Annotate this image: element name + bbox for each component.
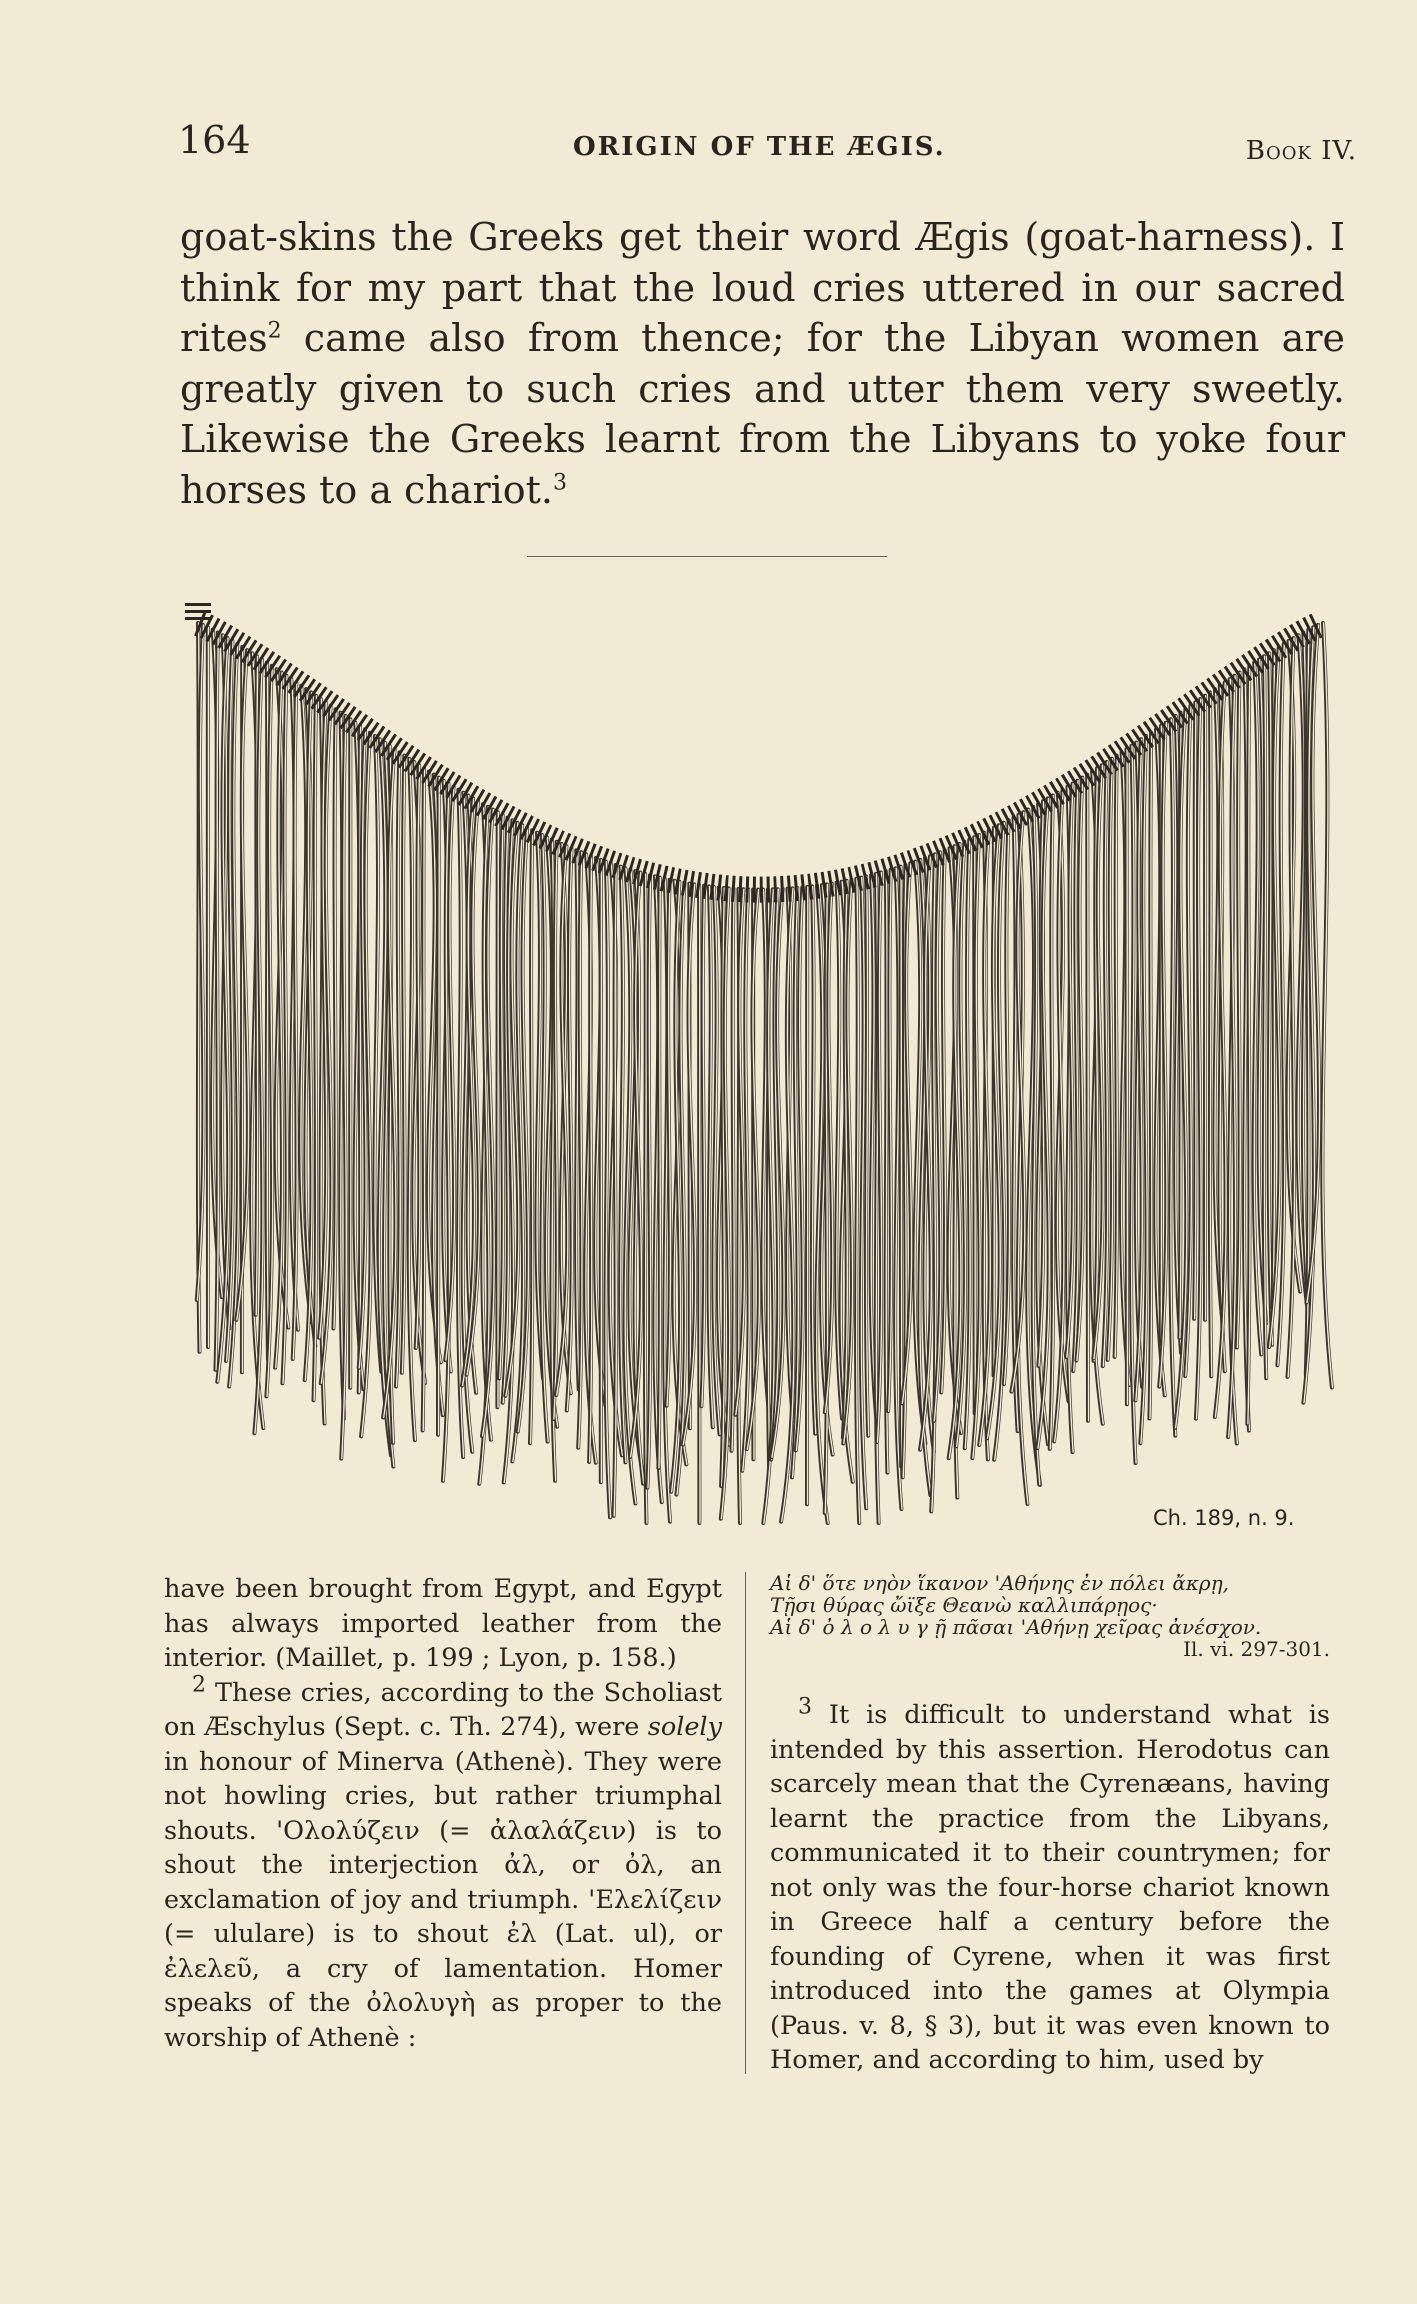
running-header <box>178 118 1357 168</box>
footnote-3 <box>770 1694 1330 2078</box>
fringe-strand <box>1088 775 1089 1421</box>
footnote-3-text: It is difficult to understand what is intended by this assertion. Herodotus can scarcely mean that the Cyrenæans, having learnt the practice from the Libyans, communicated it to their countrymen; for not only was the four-horse chariot known in Greece half a century before the founding of Cyrene, when it was first introduced into the games at Olympia (Paus. v. 8, § 3), but it was even known to Homer, and according to him, used by <box>770 1700 1330 2075</box>
greek-line-3: Αἱ δ' ὀ λ ο λ υ γ ῇ πᾶσαι 'Αθήνῃ χεῖρας ἀνέσχον. <box>770 1615 1262 1639</box>
footnotes-right-column <box>770 1572 1330 2078</box>
main-text-part1: goat-skins the Greeks get their word Ægis (goat-harness). I think for my part that the loud cries uttered in our sacred rites <box>180 215 1345 360</box>
footnote-ref-3: 3 <box>553 469 568 495</box>
footnote-2-text-a: These cries, according to the Scholiast on Æschylus (Sept. c. Th. 274), were <box>164 1677 722 1742</box>
fringe-strands <box>197 623 1333 1523</box>
aegis-fringe-illustration <box>178 563 1343 1543</box>
spacer <box>770 1660 1330 1698</box>
footnote-2-marker: 2 <box>192 1672 206 1697</box>
main-paragraph <box>180 212 1345 515</box>
footnote-continuation: have been brought from Egypt, and Egypt has always imported leather from the interior. (Maillet, p. 199 ; Lyon, p. 158.) <box>164 1574 722 1673</box>
greek-line-2: Τῇσι θύρας ὤϊξε Θεανὼ καλλιπάρῃος· <box>770 1593 1158 1617</box>
fringe-engraving <box>178 563 1343 1543</box>
footnote-3-marker: 3 <box>798 1694 812 1720</box>
running-title: ORIGIN OF THE ÆGIS. <box>573 132 946 162</box>
quotation-citation: Il. vi. 297-301. <box>1183 1637 1330 1661</box>
fringe-strand <box>439 778 440 1435</box>
greek-line-1: Αἱ δ' ὅτε νηὸν ἵκανον 'Αθήνης ἐν πόλει ἄκρῃ, <box>770 1571 1230 1595</box>
footnote-2-text-b: in honour of Minerva (Athenè). They were not howling cries, but rather triumphal shouts. 'Ολολύζειν (= ἀλαλάζειν) is to shout the interjection ἀλ, or ὀλ, an exclamation of joy and triumph. 'Ελελίζειν (= ululare) is to shout ἐλ (Lat. ul), or ἐλελεῦ, a cry of lamentation. Homer speaks of the ὀλολυγὴ as proper to the worship of Athenè : <box>164 1746 722 2053</box>
page-number: 164 <box>178 118 251 162</box>
fringe-strand <box>1323 623 1333 1388</box>
footnote-ref-2: 2 <box>267 318 282 344</box>
fringe-strand <box>901 867 902 1467</box>
column-divider <box>745 1572 746 2074</box>
footnote-2 <box>164 1672 722 2056</box>
book-label: Book IV. <box>1245 136 1357 166</box>
footnote-2-emphasis: solely <box>647 1712 722 1742</box>
figure-caption: Ch. 189, n. 9. <box>1153 1506 1295 1530</box>
homer-quotation <box>770 1572 1330 1660</box>
footnotes-left-column <box>164 1572 722 2055</box>
figure-top-rule <box>527 556 887 557</box>
main-text-part2: came also from thence; for the Libyan women are greatly given to such cries and utter them very sweetly. Likewise the Greeks learnt from the Libyans to yoke four horses to a chariot. <box>180 316 1345 512</box>
main-text <box>180 212 1345 515</box>
